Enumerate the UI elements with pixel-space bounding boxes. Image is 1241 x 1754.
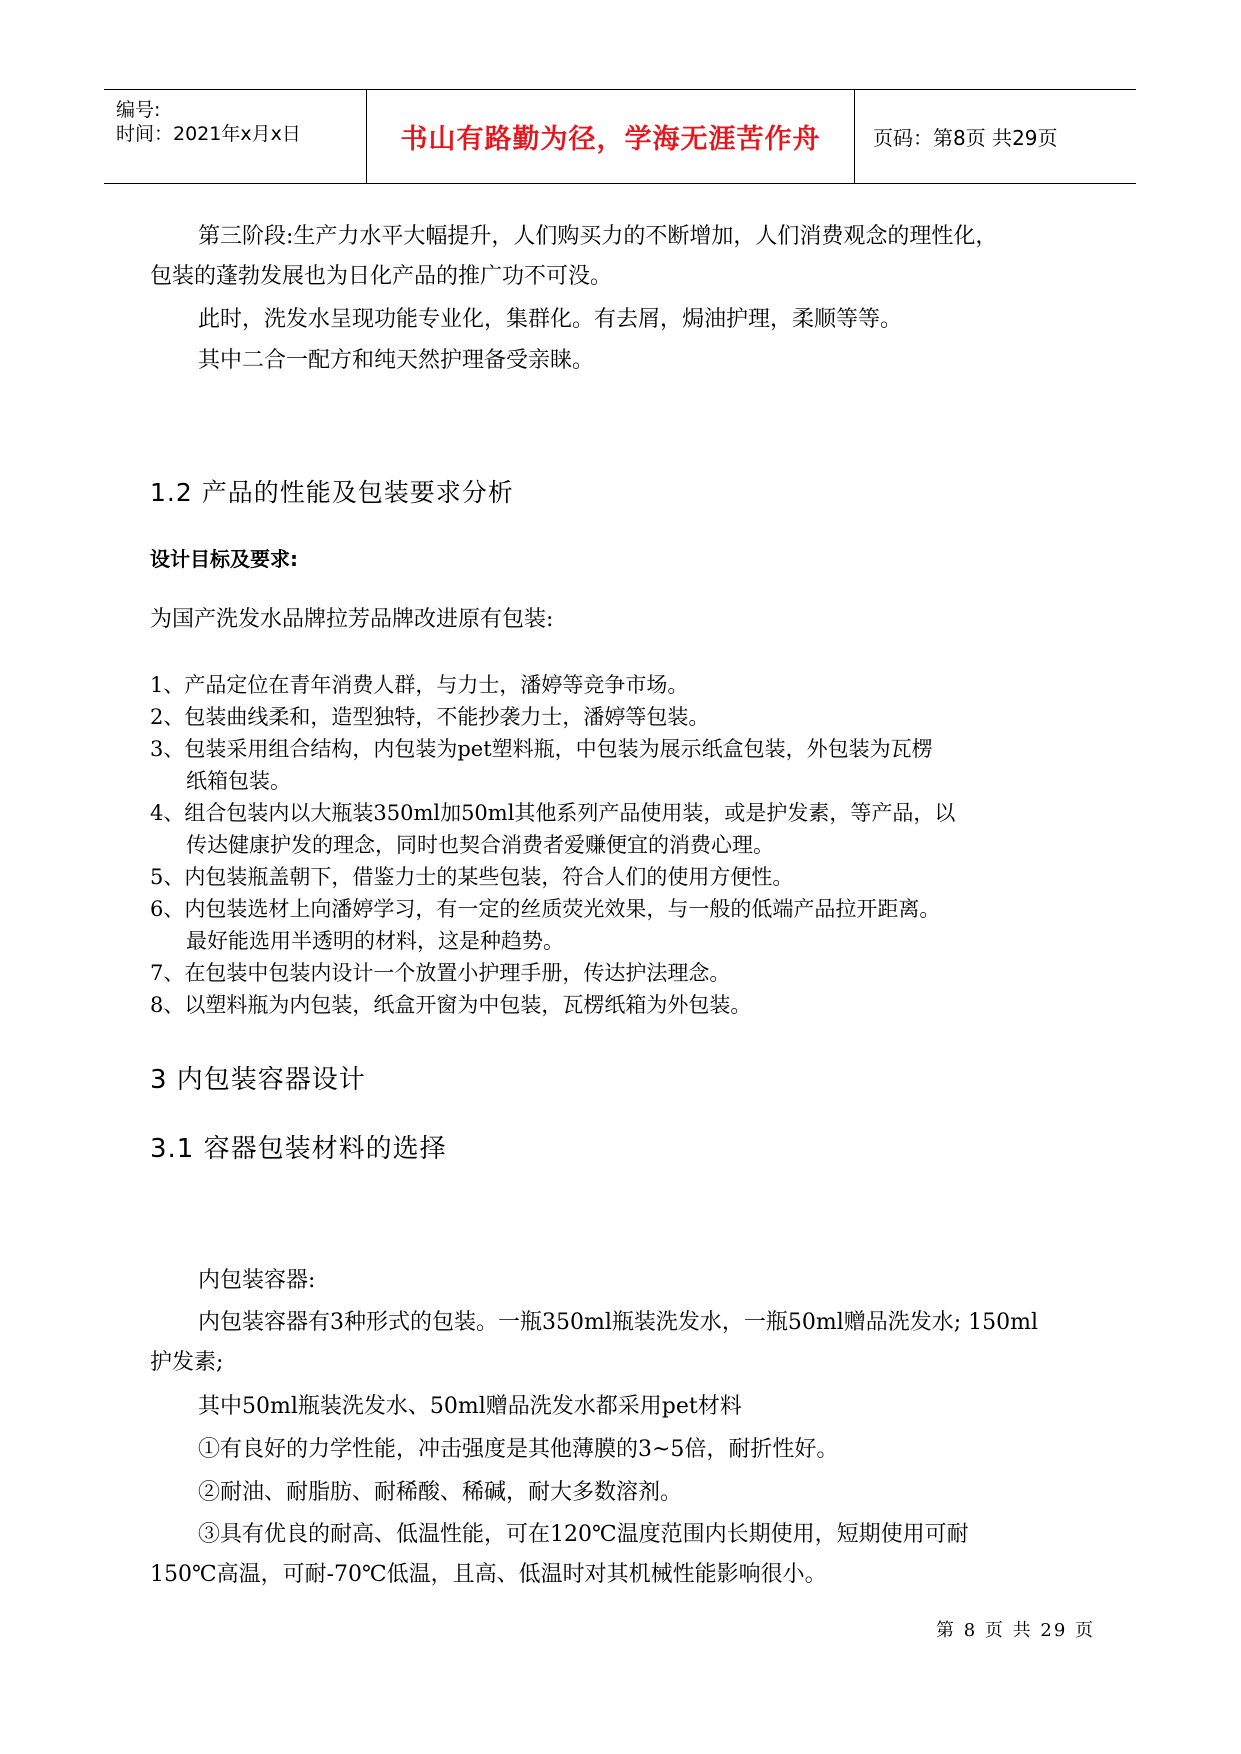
document-time-label: 时间：2021年x月x日 xyxy=(116,123,301,145)
list-item: 8、以塑料瓶为内包装，纸盒开窗为中包装，瓦楞纸箱为外包装。 xyxy=(150,993,752,1017)
paragraph-pet-material: 其中50ml瓶装洗发水、50ml赠品洗发水都采用pet材料 xyxy=(198,1394,742,1419)
list-item: 7、在包装中包装内设计一个放置小护理手册，传达护法理念。 xyxy=(150,961,731,985)
motto-text: 书山有路勤为径，学海无涯苦作舟 xyxy=(400,124,821,155)
paragraph-property-3-line1: ③具有优良的耐高、低温性能，可在120℃温度范围内长期使用，短期使用可耐 xyxy=(198,1522,969,1547)
section-heading-1-2: 1.2 产品的性能及包装要求分析 xyxy=(150,478,514,507)
paragraph-property-3-line2: 150℃高温，可耐-70℃低温，且高、低温时对其机械性能影响很小。 xyxy=(150,1562,827,1587)
header-page-code: 页码：第8页 共29页 xyxy=(873,126,1058,150)
document-number-label: 编号: xyxy=(116,99,161,121)
paragraph-two-in-one: 其中二合一配方和纯天然护理备受亲睐。 xyxy=(198,348,595,373)
list-item: 4、组合包装内以大瓶装350ml加50ml其他系列产品使用装，或是护发素，等产品，以 xyxy=(150,801,956,825)
list-item: 1、产品定位在青年消费人群，与力士，潘婷等竞争市场。 xyxy=(150,673,689,697)
list-item-continuation: 最好能选用半透明的材料，这是种趋势。 xyxy=(186,929,564,953)
list-item: 6、内包装选材上向潘婷学习，有一定的丝质荧光效果，与一般的低端产品拉开距离。 xyxy=(150,897,941,921)
list-item-continuation: 传达健康护发的理念，同时也契合消费者爱赚便宜的消费心理。 xyxy=(186,833,774,857)
paragraph-stage-three-line1: 第三阶段:生产力水平大幅提升，人们购买力的不断增加，人们消费观念的理性化， xyxy=(198,224,998,249)
design-intro-text: 为国产洗发水品牌拉芳品牌改进原有包装: xyxy=(150,607,554,632)
paragraph-property-1: ①有良好的力学性能，冲击强度是其他薄膜的3~5倍，耐折性好。 xyxy=(198,1437,839,1462)
paragraph-three-forms-line2: 护发素; xyxy=(150,1350,224,1375)
paragraph-three-forms-line1: 内包装容器有3种形式的包装。一瓶350ml瓶装洗发水，一瓶50ml赠品洗发水; 150ml xyxy=(198,1310,1039,1335)
paragraph-property-2: ②耐油、耐脂肪、耐稀酸、稀碱，耐大多数溶剂。 xyxy=(198,1480,683,1505)
section-heading-3-1: 3.1 容器包装材料的选择 xyxy=(150,1134,447,1164)
page-footer-number: 第 8 页 共 29 页 xyxy=(936,1620,1095,1641)
list-item: 5、内包装瓶盖朝下，借鉴力士的某些包装，符合人们的使用方便性。 xyxy=(150,865,794,889)
inner-container-label: 内包装容器: xyxy=(198,1268,316,1293)
list-item-continuation: 纸箱包装。 xyxy=(186,769,291,793)
list-item: 2、包装曲线柔和，造型独特，不能抄袭力士，潘婷等包装。 xyxy=(150,705,710,729)
list-item: 3、包装采用组合结构，内包装为pet塑料瓶，中包装为展示纸盒包装，外包装为瓦楞 xyxy=(150,737,933,761)
paragraph-function-specialization: 此时，洗发水呈现功能专业化，集群化。有去屑，焗油护理，柔顺等等。 xyxy=(198,307,903,332)
design-goal-label: 设计目标及要求: xyxy=(150,547,298,571)
section-heading-3: 3 内包装容器设计 xyxy=(150,1065,366,1095)
paragraph-stage-three-line2: 包装的蓬勃发展也为日化产品的推广功不可没。 xyxy=(150,264,613,289)
